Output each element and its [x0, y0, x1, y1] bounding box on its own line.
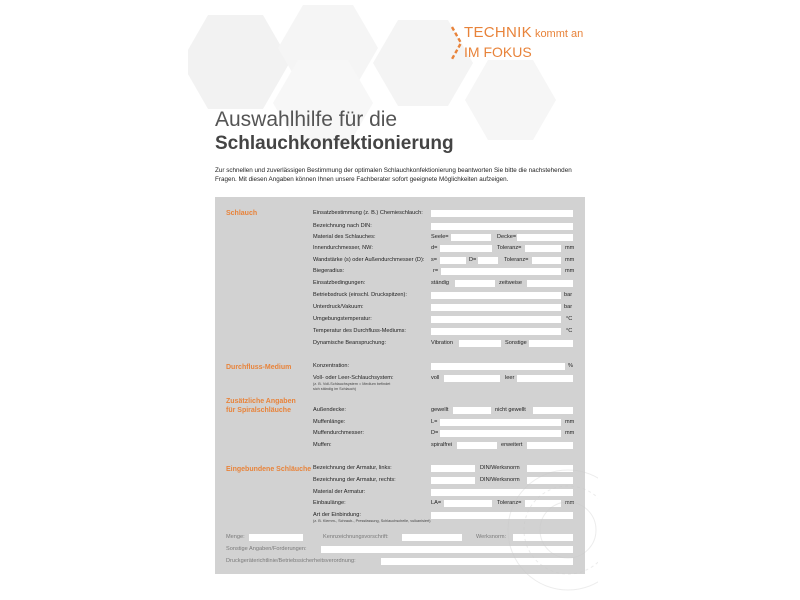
wandstaerke-toleranz-field[interactable]	[532, 257, 561, 264]
label-d: d=	[431, 245, 438, 251]
brand-kommt-an: kommt an	[534, 28, 584, 40]
innendurchmesser-field[interactable]	[440, 245, 492, 252]
unit-bar: bar	[564, 304, 573, 310]
leer-field[interactable]	[517, 375, 573, 382]
label-armatur-rechts: Bezeichnung der Armatur, rechts:	[313, 477, 396, 483]
label-material: Material des Schlauches:	[313, 234, 376, 240]
brand-line2: IM FOKUS	[464, 44, 532, 60]
label-voll: voll	[431, 375, 440, 381]
label-innendurchmesser: Innendurchmesser, NW:	[313, 245, 373, 251]
label-muffendurchmesser: Muffendurchmesser:	[313, 430, 364, 436]
label-unterdruck: Unterdruck/Vakuum:	[313, 304, 364, 310]
label-wandstaerke: Wandstärke (s) oder Außendurchmesser (D):	[313, 257, 425, 263]
bezeichnung-din-field[interactable]	[431, 223, 573, 230]
label-staendig: ständig	[431, 280, 450, 286]
label-menge: Menge:	[226, 534, 245, 540]
label-umgebungstemperatur: Umgebungstemperatur:	[313, 316, 372, 322]
label-dynamische-beanspruchung: Dynamische Beanspruchung:	[313, 340, 387, 346]
innendurchmesser-toleranz-field[interactable]	[525, 245, 561, 252]
gewellt-field[interactable]	[453, 407, 491, 414]
label-D: D=	[469, 257, 477, 263]
aussendurchmesser-field[interactable]	[478, 257, 498, 264]
label-decke: Decke=	[497, 234, 517, 240]
decke-field[interactable]	[517, 234, 573, 241]
unit-mm: mm	[565, 419, 575, 425]
label-s: s=	[431, 257, 438, 263]
label-sonstige-angaben: Sonstige Angaben/Forderungen:	[226, 546, 307, 552]
einsatzbestimmung-field[interactable]	[431, 210, 573, 217]
form-page	[188, 0, 598, 600]
wandstaerke-field[interactable]	[440, 257, 466, 264]
page-title-line2: Schlauchkonfektionierung	[215, 133, 454, 154]
label-kennzeichnungsvorschrift: Kennzeichnungsvorschrift:	[323, 534, 389, 540]
zeitweise-field[interactable]	[527, 280, 573, 287]
unit-percent: %	[568, 363, 573, 369]
konzentration-field[interactable]	[431, 363, 565, 370]
label-L: L=	[431, 419, 438, 425]
unit-mm: mm	[565, 500, 575, 506]
muffenlaenge-field[interactable]	[440, 419, 561, 426]
unit-bar: bar	[564, 292, 573, 298]
label-D2: D=	[431, 430, 439, 436]
label-muffenlaenge: Muffenlänge:	[313, 419, 346, 425]
umgebungstemperatur-field[interactable]	[431, 316, 561, 323]
label-din-werksnorm: DIN/Werksnorm	[480, 465, 520, 471]
label-armatur-links: Bezeichnung der Armatur, links:	[313, 465, 392, 471]
hint-voll-leer-2: sich ständig im Schlauch)	[313, 387, 357, 391]
label-nicht-gewellt: nicht gewellt	[495, 407, 526, 413]
label-toleranz: Toleranz=	[497, 245, 522, 251]
label-einsatzbestimmung: Einsatzbestimmung (z. B.) Chemieschlauch:	[313, 210, 423, 216]
label-muffen: Muffen:	[313, 442, 332, 448]
label-vibration: Vibration	[431, 340, 453, 346]
chevron-logo-icon	[450, 25, 464, 61]
vibration-field[interactable]	[459, 340, 501, 347]
unterdruck-field[interactable]	[431, 304, 561, 311]
label-druckgeraeterichtlinie: Druckgeräterichtlinie/Betriebssicherheitsverordnung:	[226, 558, 356, 564]
staendig-field[interactable]	[455, 280, 495, 287]
label-material-armatur: Material der Armatur:	[313, 489, 366, 495]
label-seele: Seele=	[431, 234, 449, 240]
unit-mm: mm	[565, 268, 575, 274]
brand-line1	[464, 24, 583, 42]
intro-text: Zur schnellen und zuverlässigen Bestimmung der optimalen Schlauchkonfektionierung beantworten Sie bitte die nachstehenden Fragen. Mit diesen Angaben können Ihnen unsere Fachberater sofort geeignete Möglichkeiten aufzeigen.	[215, 167, 572, 183]
label-aussendecke: Außendecke:	[313, 407, 346, 413]
hint-voll-leer-1: (z. B. Voll-Schlauchsystem = Medium befindet	[313, 382, 391, 386]
section-durchfluss-medium: Durchfluss-Medium	[226, 364, 292, 371]
temperatur-medium-field[interactable]	[431, 328, 561, 335]
label-erweitert: erweitert	[501, 442, 523, 448]
unit-mm: mm	[565, 430, 575, 436]
label-einbindung: Art der Einbindung:	[313, 512, 361, 518]
label-temperatur-medium: Temperatur des Durchfluss-Mediums:	[313, 328, 406, 334]
biegeradius-field[interactable]	[441, 268, 561, 275]
seele-field[interactable]	[451, 234, 491, 241]
section-spiralschlaeuche: Zusätzliche Angaben für Spiralschläuche	[226, 398, 296, 414]
unit-celsius: °C	[566, 316, 573, 322]
unit-mm: mm	[565, 245, 575, 251]
sonstige-field[interactable]	[529, 340, 573, 347]
page-title-line1: Auswahlhilfe für die	[215, 108, 398, 131]
brand-logo	[450, 21, 598, 65]
label-sonstige: Sonstige	[505, 340, 527, 346]
nicht-gewellt-field[interactable]	[533, 407, 573, 414]
decorative-circles	[468, 440, 598, 600]
label-spiralfrei: spiralfrei	[431, 442, 453, 448]
hint-einbindung: (z. B. Klemm-, Schraub-, Pressfassung, Schlauchschelle, vulkanisiert)	[313, 519, 431, 523]
label-voll-leer: Voll- oder Leer-Schlauchsystem:	[313, 375, 394, 381]
label-leer: leer	[505, 375, 515, 381]
label-toleranz: Toleranz=	[497, 500, 522, 506]
menge-field[interactable]	[249, 534, 303, 541]
label-einbaulaenge: Einbaulänge:	[313, 500, 346, 506]
label-betriebsdruck: Betriebsdruck (einschl. Druckspitzen):	[313, 292, 407, 298]
kennzeichnung-field[interactable]	[402, 534, 462, 541]
label-LA: LA=	[431, 500, 442, 506]
label-konzentration: Konzentration:	[313, 363, 350, 369]
voll-field[interactable]	[444, 375, 500, 382]
muffendurchmesser-field[interactable]	[440, 430, 561, 437]
label-biegeradius: Biegeradius:	[313, 268, 345, 274]
label-einsatzbedingungen: Einsatzbedingungen:	[313, 280, 366, 286]
unit-celsius: °C	[566, 328, 573, 334]
label-din-werksnorm: DIN/Werksnorm	[480, 477, 520, 483]
betriebsdruck-field[interactable]	[431, 292, 561, 299]
label-bezeichnung-din: Bezeichnung nach DIN:	[313, 223, 372, 229]
unit-mm: mm	[565, 257, 575, 263]
label-gewellt: gewellt	[431, 407, 449, 413]
label-r: r=	[433, 268, 439, 274]
label-zeitweise: zeitweise	[499, 280, 523, 286]
label-werksnorm: Werksnorm:	[476, 534, 507, 540]
section-schlauch: Schlauch	[226, 210, 258, 217]
section-eingebundene-schlaeuche: Eingebundene Schläuche	[226, 466, 312, 473]
label-toleranz: Toleranz=	[504, 257, 529, 263]
brand-technik: TECHNIK	[464, 24, 532, 41]
